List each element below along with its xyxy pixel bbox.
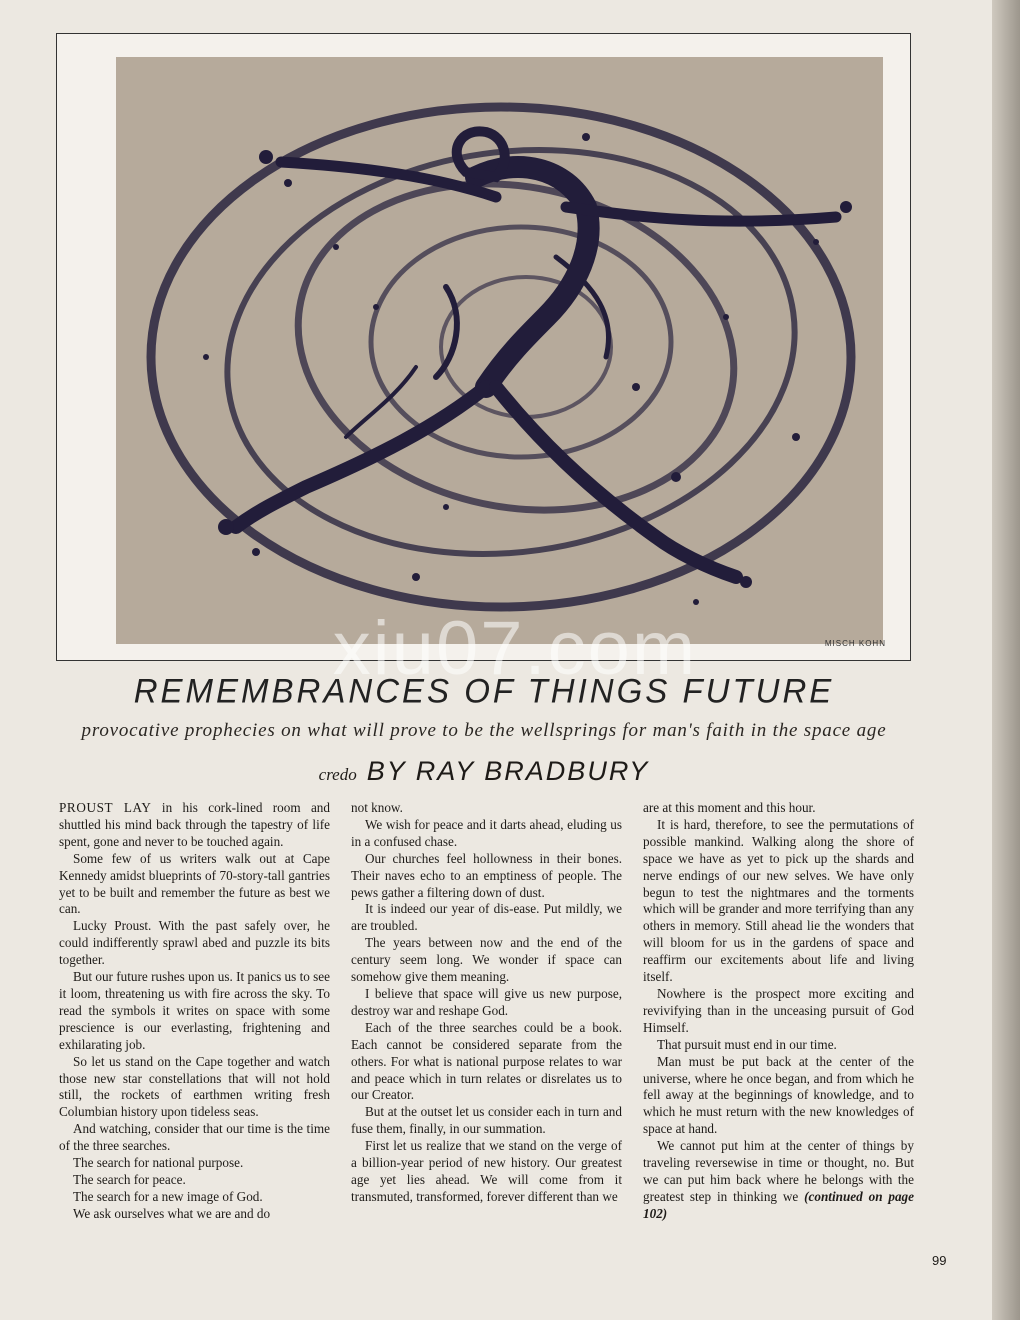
lead-in: PROUST LAY	[59, 800, 152, 815]
paragraph: That pursuit must end in our time.	[657, 1036, 837, 1052]
byline-prefix: credo	[318, 765, 357, 784]
page-edge	[992, 0, 1020, 1320]
illustration-credit: MISCH KOHN	[824, 639, 886, 648]
paragraph: are at this moment and this hour.	[643, 800, 816, 815]
paragraph: Each of the three searches could be a book. Each cannot be considered separate from the others. For what is national purpose relates to war and peace which in turn relates or disrelates us to our Creator.	[351, 1019, 622, 1103]
paragraph: First let us realize that we stand on the verge of a billion-year period of new history. Our greatest age yet lies ahead. We will come from it transmuted, transformed, forever different than we	[351, 1138, 622, 1204]
paragraph: The search for a new image of God.	[73, 1188, 263, 1204]
paragraph: Our churches feel hollowness in their bones. Their naves echo to an emptiness of people. The pews gather a filtering down of dust.	[351, 850, 622, 900]
article-title: REMEMBRANCES OF THINGS FUTURE	[133, 671, 835, 710]
illustration	[116, 57, 883, 644]
watermark: xiu07.com	[332, 606, 698, 691]
paragraph: The search for national purpose.	[73, 1155, 244, 1171]
paragraph: But our future rushes upon us. It panics us to see it loom, threatening us with fire across the sky. To read the symbols it writes on space with some prescience is our everlasting, frightening and exhilarating job.	[59, 969, 330, 1052]
article-subtitle: provocative prophecies on what will prove to be the wellsprings for man's faith in the space age	[81, 720, 887, 741]
paragraph: We ask ourselves what we are and do	[73, 1205, 271, 1221]
paragraph: We wish for peace and it darts ahead, eluding us in a confused chase.	[351, 816, 622, 849]
continued-link[interactable]: (continued on page 102)	[643, 1188, 915, 1221]
paragraph: not know.	[351, 800, 403, 815]
paragraph: The search for peace.	[73, 1171, 186, 1187]
column-2	[351, 800, 622, 1275]
figure-right-arm	[566, 207, 836, 221]
paragraph: The years between now and the end of the century seem long. We wonder if space can somehow give them meaning.	[351, 935, 622, 985]
paragraph: PROUST LAY in his cork-lined room and shuttled his mind back through the tapestry of life spent, gone and never to be touched again.	[59, 800, 330, 849]
paragraph: Man must be put back at the center of the universe, where he once began, and from which he fell away at the beginnings of knowledge, and to which he must return with the new knowledges of space at hand.	[643, 1053, 914, 1137]
paragraph: Lucky Proust. With the past safely over, he could indifferently sprawl abed and puzzle its bits together.	[59, 918, 330, 968]
illustration-frame	[56, 33, 911, 661]
paragraph: But at the outset let us consider each in turn and fuse them, finally, in our summation.	[351, 1104, 622, 1137]
paragraph: It is indeed our year of dis-ease. Put mildly, we are troubled.	[351, 901, 622, 934]
byline	[56, 756, 912, 787]
article-body	[59, 800, 915, 1275]
paragraph: It is hard, therefore, to see the permutations of possible mankind. Walking along the shore of space we have as yet to pick up the shards and nerve endings of our new selves. We have only begun to test the nightmares and the torments which will be grander and more terrifying than any others in memory. Still ahead lie the wonders that will bloom for us in the gardens of space and reaffirm our excitements about life and living itself.	[643, 816, 914, 985]
page-number: 99	[932, 1253, 947, 1268]
byline-author: BY RAY BRADBURY	[366, 756, 650, 786]
paragraph: So let us stand on the Cape together and watch those new star constellations that will not hold still, the rockets of earthmen writing fresh Columbian history upon tideless seas.	[59, 1053, 330, 1120]
paragraph: Some few of us writers walk out at Cape Kennedy amidst blueprints of 70-story-tall gantries yet to be built and remember the future as best we can.	[59, 850, 330, 917]
column-1	[59, 800, 330, 1275]
paragraph: Nowhere is the prospect more exciting and revivifying than in the unceasing pursuit of God Himself.	[643, 985, 914, 1035]
ink-figure-drawing	[116, 57, 883, 644]
column-3	[643, 800, 914, 1275]
paragraph: We cannot put him at the center of things by traveling reversewise in time or thought, no. But we can put him back where he belongs with the greatest step in thinking we (continued on page 102)	[643, 1138, 915, 1221]
paragraph: And watching, consider that our time is the time of the three searches.	[59, 1121, 330, 1154]
paragraph: I believe that space will give us new purpose, destroy war and reshape God.	[351, 985, 622, 1018]
